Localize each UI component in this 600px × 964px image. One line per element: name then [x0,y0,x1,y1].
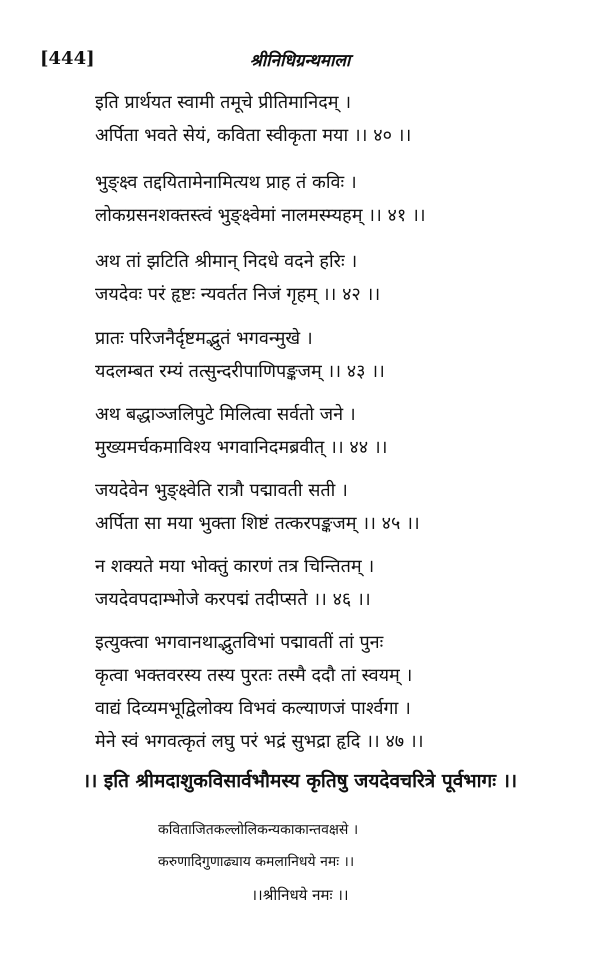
verse-line: अर्पिता भवते सेयं, कविता स्वीकृता मया ।। ४० ।। [95,125,412,146]
verse-line: न शक्यते मया भोक्तुं कारणं तत्र चिन्तितम् । [95,556,375,577]
verse-line: वाद्यं दिव्यमभूद्विलोक्य विभवं कल्याणजं पार्श्वगा । [95,698,411,719]
verse-46 [95,550,565,616]
verse-44 [95,398,565,464]
verse-42 [95,245,565,311]
closing-line-3: ।।श्रीनिधये नमः ।। [251,886,349,904]
colophon: ।। इति श्रीमदाशुकविसार्वभौमस्य कृतिषु जयदेवचरित्रे पूर्वभागः ।। [82,770,518,792]
verse-47 [95,626,565,758]
verse-line: मुख्यमर्चकमाविश्य भगवानिदमब्रवीत् ।। ४४ ।। [95,437,388,458]
verse-line: मेने स्वं भगवत्कृतं लघु परं भद्रं सुभद्रा हृदि ।। ४७ ।। [95,731,424,752]
running-title: श्रीनिधिग्रन्थमाला [249,51,351,71]
page-number: [444] [40,48,95,69]
verse-43 [95,322,565,388]
verse-line: यदलम्बत रम्यं तत्सुन्दरीपाणिपङ्कजम् ।। ४३ ।। [95,361,385,382]
verse-line: प्रातः परिजनैर्दृष्टमद्भुतं भगवन्मुखे । [95,328,313,349]
verse-line: इत्युक्त्वा भगवानथाद्भुतविभां पद्मावतीं तां पुनः [95,632,384,653]
verse-line: कृत्वा भक्तवरस्य तस्य पुरतः तस्मै ददौ तां स्वयम् । [95,665,413,686]
verse-line: जयदेवपदाम्भोजे करपद्मं तदीप्सते ।। ४६ ।। [95,589,371,610]
verse-line: अर्पिता सा मया भुक्ता शिष्टं तत्करपङ्कजम् ।। ४५ ।। [95,513,420,534]
verse-line: अथ तां झटिति श्रीमान् निदधे वदने हरिः । [95,251,358,272]
verse-40 [95,86,565,152]
verse-41 [95,166,565,232]
verse-line: अथ बद्धाञ्जलिपुटे मिलित्वा सर्वतो जने । [95,404,356,425]
verse-line: इति प्रार्थयत स्वामी तमूचे प्रीतिमानिदम् । [95,92,352,113]
verse-line: भुङ्क्ष्व तद्दयितामेनामित्यथ प्राह तं कविः । [95,172,357,193]
verse-45 [95,474,565,540]
verse-line: जयदेवेन भुङ्क्ष्वेति रात्रौ पद्मावती सती । [95,480,348,501]
closing-line-1: कविताजितकल्लोलिकन्यकाकान्तवक्षसे । [158,822,359,838]
verse-line: लोकग्रसनशक्तस्त्वं भुङ्क्ष्वेमां नालमस्म्यहम् ।। ४१ ।। [95,205,426,226]
closing-line-2: करुणादिगुणाढ्याय कमलानिधये नमः ।। [158,854,355,870]
verse-line: जयदेवः परं हृष्टः न्यवर्तत निजं गृहम् ।। ४२ ।। [95,284,381,305]
